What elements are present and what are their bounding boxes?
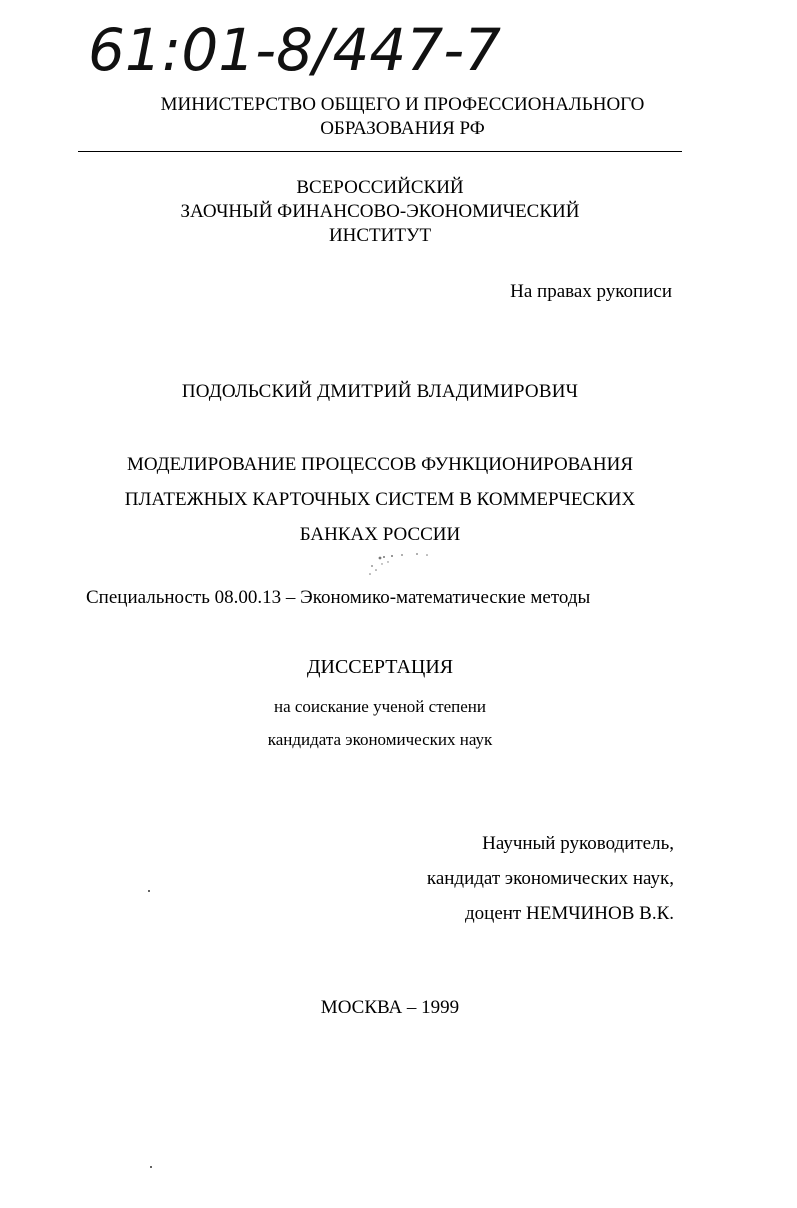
ministry-line-2: ОБРАЗОВАНИЯ РФ — [320, 118, 485, 139]
advisor-line-3: доцент НЕМЧИНОВ В.К. — [465, 903, 674, 924]
institute-line-3: ИНСТИТУТ — [328, 225, 432, 246]
manuscript-note: На правах рукописи — [510, 281, 672, 302]
institute-heading — [150, 176, 610, 248]
scan-speck — [150, 1166, 152, 1168]
institute-line-1: ВСЕРОССИЙСКИЙ — [296, 177, 464, 198]
advisor-line-2: кандидат экономических наук, — [426, 868, 674, 889]
dissertation-title — [80, 447, 680, 552]
city-year: МОСКВА – 1999 — [320, 997, 460, 1018]
title-line-2: ПЛАТЕЖНЫХ КАРТОЧНЫХ СИСТЕМ В КОММЕРЧЕСКИХ — [124, 489, 636, 510]
dissertation-heading: ДИССЕРТАЦИЯ — [306, 656, 454, 678]
handwritten-archive-number — [80, 12, 640, 84]
title-line-1: МОДЕЛИРОВАНИЕ ПРОЦЕССОВ ФУНКЦИОНИРОВАНИЯ — [126, 454, 633, 475]
faint-stamp-mark — [362, 550, 440, 582]
author-name: ПОДОЛЬСКИЙ ДМИТРИЙ ВЛАДИМИРОВИЧ — [181, 381, 579, 402]
scientific-advisor — [360, 826, 674, 931]
ministry-line-1: МИНИСТЕРСТВО ОБЩЕГО И ПРОФЕССИОНАЛЬНОГО — [160, 94, 645, 115]
degree-line-2: кандидата экономических наук — [267, 730, 493, 749]
header-divider — [78, 151, 682, 152]
advisor-line-1: Научный руководитель, — [482, 833, 674, 854]
specialty: Специальность 08.00.13 – Экономико-математические методы — [86, 587, 591, 608]
degree-line-1: на соискание ученой степени — [273, 697, 487, 716]
scan-speck — [148, 890, 150, 892]
dissertation-degree — [200, 690, 560, 756]
title-line-3: БАНКАХ РОССИИ — [299, 524, 461, 545]
archive-number-text: 61:01-8/447-7 — [88, 16, 502, 84]
institute-line-2: ЗАОЧНЫЙ ФИНАНСОВО-ЭКОНОМИЧЕСКИЙ — [180, 201, 580, 222]
ministry-heading — [140, 93, 665, 141]
